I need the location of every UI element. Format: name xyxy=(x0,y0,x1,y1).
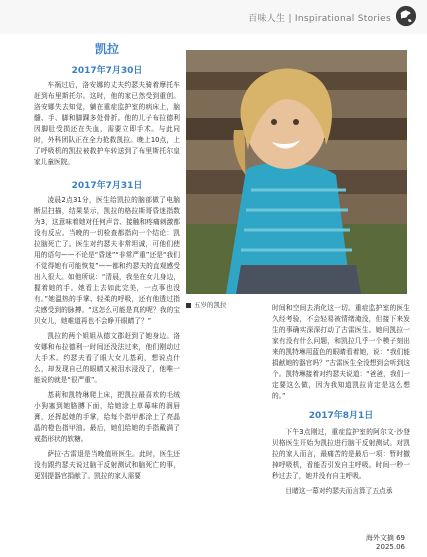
paragraph: 时间和空间去消化这一切。重症监护室的医生久经考验，不会轻易被情绪淹没，但接下来发生的事确实深深打动了古雷医生。她问凯拉一家有没有什么问题，和凯拉几乎一个模子刻出来的凯特琳用蓝色的眼睛看着她，说：“我们能捐献她的器官吗？”古雷医生全没想到会听到这个。凯特琳接着对约瑟夫说道：“爸爸，我们一定要这么做，因为我知道凯拉肯定是这么想的。” xyxy=(272,304,410,400)
left-column xyxy=(34,40,180,486)
paragraph: 凌晨2点31分，医生给凯拉的脑部做了电脑断层扫描，结果显示，凯拉的格拉斯哥昏迷指数为3，这意味着她对任何声音、接触和疼痛刺激都没有反应。当晚的一切检查都指向一个结论：凯拉脑死亡了。医生对约瑟夫非常坦诚，可他们使用的语句——不论是“昏迷”“非常严重”还是“我们不觉得她有可能恢复”——都和约瑟夫的直观感受出入很大。如他所说：“清晨，我坐在女儿身边，握着她的手。她看上去如此完美，一点事也没有。”她温热的手掌、轻柔的呼吸，还有他透过指尖感受到的脉搏。“这怎么可能是真的呢？我的宝贝女儿，她难道再也不会睁开眼睛了？” xyxy=(34,196,180,325)
photo-caption xyxy=(186,300,266,309)
entry-date: 2017年7月31日 xyxy=(71,181,143,191)
entry-date: 2017年7月30日 xyxy=(71,66,143,76)
entry-date: 2017年8月1日 xyxy=(308,411,374,421)
article-title: 凯拉 xyxy=(94,42,119,56)
paragraph: 萨拉·古雷退是当晚值班医生。此时，医生还没有跟约瑟夫说过脑干反射测试和脑死亡的事，更别提器官捐献了。凯拉的家人需要 xyxy=(34,450,180,480)
paragraph: 车祸过后，洛安娜的丈夫约瑟夫骑着摩托车赶到布里斯托尔。这时，他的家已然受到重创。洛安娜失去知觉，躺在重症监护室的病床上，脑髓、手、脚和脚踝多处骨折。他的儿子布拉德利因脚肚受损还在失血，需要立即手术。与此同时，外科团队正在全力抢救凯拉。晚上10点，上了呼吸机的凯拉被救护车转送到了布里斯托尔皇家儿童医院。 xyxy=(34,81,180,166)
right-column xyxy=(272,303,410,501)
photo-kaila xyxy=(186,50,407,294)
paragraph: 下午3点刚过，重症监护室的阿尔文·沙登贝格医生开始为凯拉进行脑干反射测试。对凯拉的家人而言，最痛苦的是最后一项：暂时撤掉呼吸机，看能否引发自主呼吸。时间一秒一秒过去了，她并没有自主呼吸。 xyxy=(272,428,410,480)
paragraph: 凯拉的两个姐姐从德文郡赶到了她身边。洛安娜和布拉德利一时间还没法过来，他们刚动过大手术。约瑟夫看了眼大女儿基莉，想说点什么，却发现自己的眼睛又被泪水浸没了，他唯一能说的就是“很严重”。 xyxy=(34,332,180,384)
globe-icon xyxy=(395,5,417,27)
paragraph: 目睹这一幕对约瑟夫而言算了五点承 xyxy=(285,487,393,495)
caption-marker-icon xyxy=(186,303,191,308)
paragraph: 基莉和凯特琳爬上床，把凯拉最喜欢的毛绒小狗塞到她胳膊下面，给她涂上草莓味的润唇膏，还挥起她的手掌，给每个指甲都涂上了亮晶晶的橙色指甲油。最后，她们给她的手指戴满了戒指形状的软糖。 xyxy=(34,391,180,443)
page-footer xyxy=(366,533,405,551)
caption-text: 五岁的凯拉 xyxy=(194,301,227,309)
section-label: 百味人生 | Inspirational Stories xyxy=(248,14,391,24)
header-bar xyxy=(0,0,427,34)
issue-date: 2025.06 xyxy=(376,543,405,551)
magazine-name: 海外文摘 xyxy=(365,534,394,542)
page-number: 69 xyxy=(396,534,405,542)
